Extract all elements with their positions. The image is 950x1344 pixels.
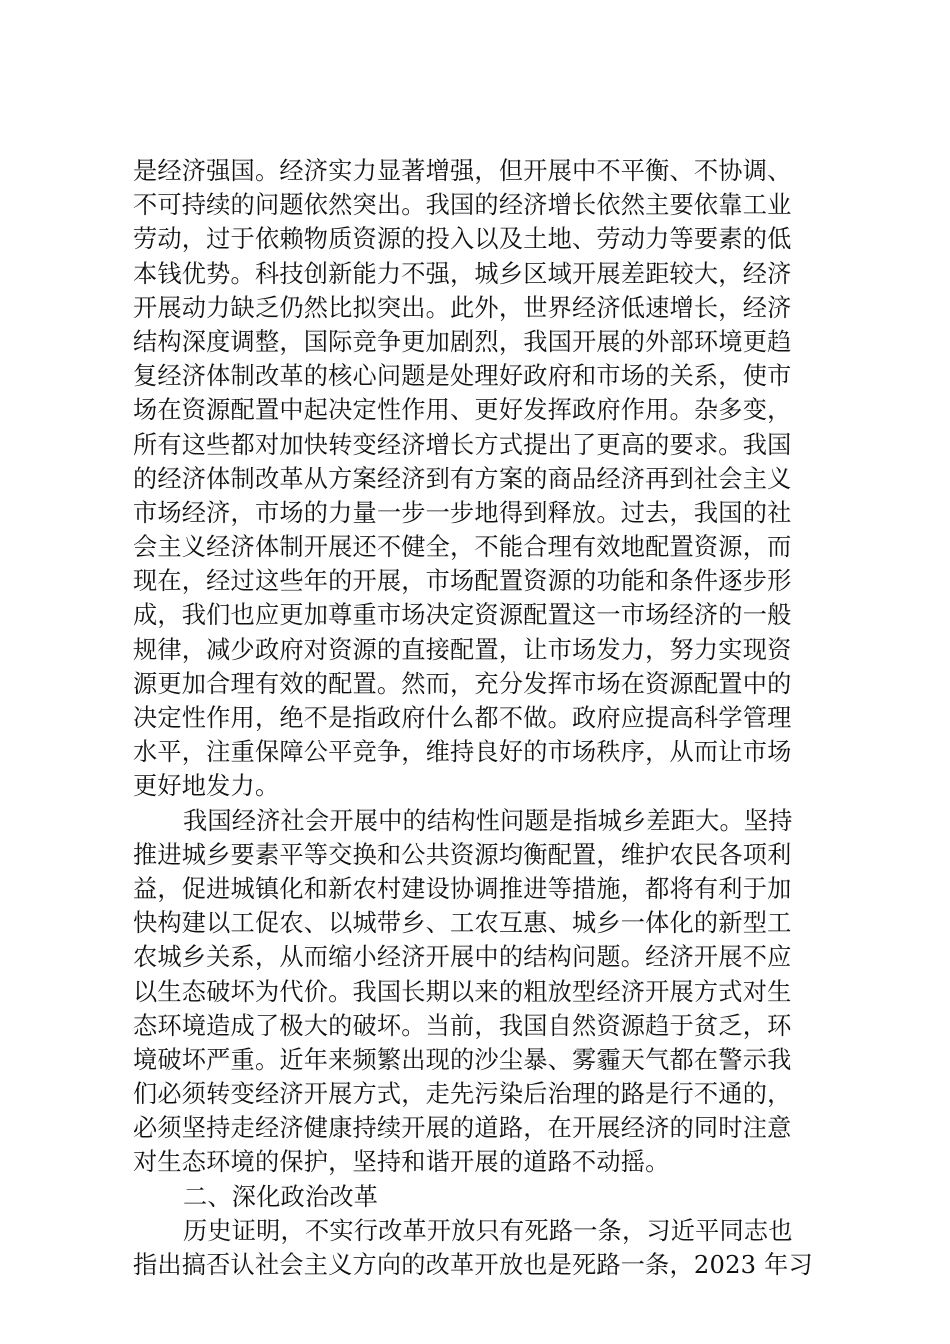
text-line: 指出搞否认社会主义方向的改革开放也是死路一条，2023 年习 [133, 1251, 813, 1279]
text-line: 快构建以工促农、以城带乡、工农互惠、城乡一体化的新型工 [133, 909, 792, 938]
text-line: 决定性作用，绝不是指政府什么都不做。政府应提高科学管理 [133, 704, 792, 732]
text-line: 必须坚持走经济健康持续开展的道路，在开展经济的同时注意 [133, 1114, 792, 1143]
text-line: 成，我们也应更加尊重市场决定资源配置这一市场经济的一般 [133, 601, 792, 630]
text-line: 们必须转变经济开展方式，走先污染后治理的路是行不通的， [133, 1080, 792, 1109]
text-line: 不可持续的问题依然突出。我国的经济增长依然主要依靠工业 [133, 191, 792, 220]
text-line: 推进城乡要素平等交换和公共资源均衡配置，维护农民各项利 [133, 840, 792, 869]
text-line: 是经济强国。经济实力显著增强，但开展中不平衡、不协调、 [133, 157, 792, 185]
text-line: 所有这些都对加快转变经济增长方式提出了更高的要求。我国 [133, 430, 792, 459]
text-line: 劳动，过于依赖物质资源的投入以及土地、劳动力等要素的低 [133, 225, 792, 254]
text-line: 开展动力缺乏仍然比拟突出。此外，世界经济低速增长，经济 [133, 293, 792, 322]
text-line: 结构深度调整，国际竞争更加剧烈，我国开展的外部环境更趋 [133, 327, 792, 356]
text-line: 农城乡关系，从而缩小经济开展中的结构问题。经济开展不应 [133, 943, 792, 972]
paragraph-start-line: 历史证明，不实行改革开放只有死路一条，习近平同志也 [183, 1216, 793, 1245]
body-text [133, 154, 823, 1282]
section-heading: 二、深化政治改革 [183, 1182, 379, 1211]
text-line: 益，促进城镇化和新农村建设协调推进等措施，都将有利于加 [133, 874, 792, 903]
text-line: 境破坏严重。近年来频繁出现的沙尘暴、雾霾天气都在警示我 [133, 1045, 792, 1074]
text-line: 以生态破坏为代价。我国长期以来的粗放型经济开展方式对生 [133, 977, 792, 1006]
text-line: 场在资源配置中起决定性作用、更好发挥政府作用。杂多变， [133, 396, 792, 425]
text-line: 水平，注重保障公平竞争，维持良好的市场秩序，从而让市场 [133, 738, 792, 767]
text-line: 的经济体制改革从方案经济到有方案的商品经济再到社会主义 [133, 464, 792, 493]
text-line: 更好地发力。 [133, 772, 280, 801]
paragraph-start-line: 我国经济社会开展中的结构性问题是指城乡差距大。坚持 [183, 806, 793, 835]
text-line: 会主义经济体制开展还不健全，不能合理有效地配置资源，而 [133, 533, 792, 562]
text-line: 本钱优势。科技创新能力不强，城乡区域开展差距较大，经济 [133, 259, 792, 288]
text-line: 现在，经过这些年的开展，市场配置资源的功能和条件逐步形 [133, 567, 792, 596]
text-line: 源更加合理有效的配置。然而，充分发挥市场在资源配置中的 [133, 669, 792, 698]
text-line: 复经济体制改革的核心问题是处理好政府和市场的关系，使市 [133, 362, 792, 391]
text-line: 对生态环境的保护，坚持和谐开展的道路不动摇。 [133, 1148, 670, 1177]
text-line: 规律，减少政府对资源的直接配置，让市场发力，努力实现资 [133, 635, 792, 664]
text-line: 市场经济，市场的力量一步一步地得到释放。过去，我国的社 [133, 498, 792, 527]
text-line: 态环境造成了极大的破坏。当前，我国自然资源趋于贫乏，环 [133, 1011, 792, 1040]
